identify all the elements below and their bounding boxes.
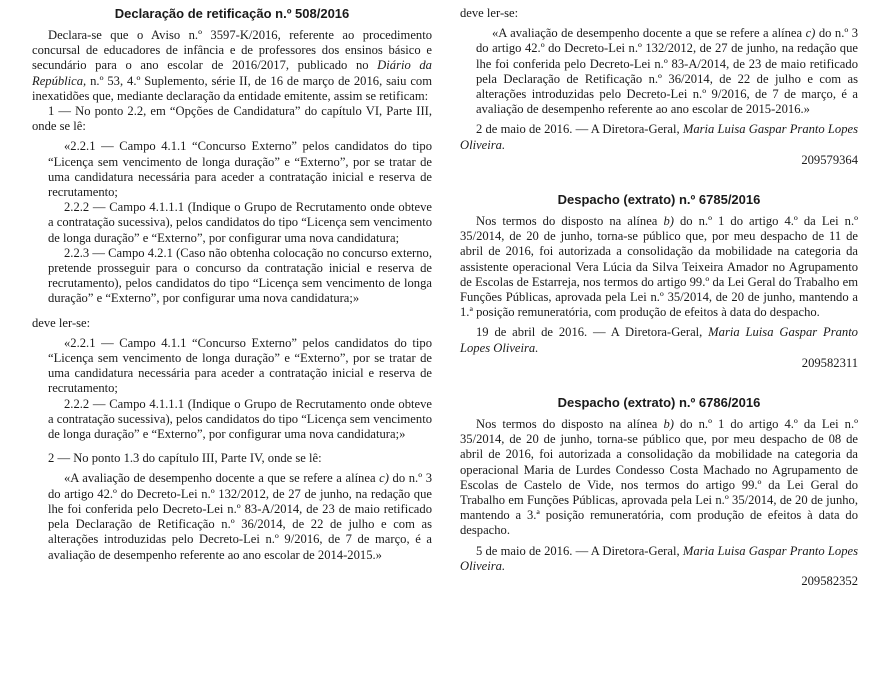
point-2: 2 — No ponto 1.3 do capítulo III, Parte IV, onde se lê:	[48, 451, 322, 466]
signature-2-date: 19 de abril de 2016. — A Diretora-Geral,	[476, 325, 709, 340]
intro-text-a: Declara-se que o Aviso n.º 3597-K/2016, referente ao procedimento concursal de educadores de infância e de professores dos ensinos básico e secundário para o ano escolar de 2016/2017, publicado no	[32, 28, 432, 73]
right-column	[460, 6, 858, 589]
quote-3-alinea: c)	[379, 471, 389, 486]
quote-1-item-1: «2.2.1 — Campo 4.1.1 “Concurso Externo” pelos candidatos do tipo “Licença sem vencimento de longa duração” e “Externo”, por se tratar de uma candidatura necessária para aceder a contratação inicial e reserva de recrutamento;	[48, 139, 432, 200]
declaration-title: Declaração de retificação n.º 508/2016	[114, 6, 350, 21]
quote-3-text	[48, 471, 432, 562]
quote-block-3	[32, 471, 432, 562]
despacho-6785-title: Despacho (extrato) n.º 6785/2016	[557, 192, 761, 208]
reference-code-1: 209579364	[801, 152, 858, 167]
signature-3-date: 5 de maio de 2016. — A Diretora-Geral,	[476, 543, 683, 558]
signature-2-name: Maria Luisa Gaspar Pranto Lopes Oliveira.	[460, 325, 858, 355]
despacho-6786-c: do n.º 1 do artigo 4.º da Lei n.º 35/2014, de 20 de junho, torna-se público que, por meu despacho de 08 de abril de 2016, foi autorizada a consolidação da mobilidade na categoria da operacional Maria de Lurdes Condesso Costa Machado no Agrupamento de Escolas de Castelo de Vide, nos termos do artigo 99.º da Lei Geral do Trabalho em Funções Públicas, aprovada pela Lei n.º 35/2014, de 20 de junho, mantendo a 3.ª posição remuneratória, com produção de efeitos à data do despacho.	[460, 417, 858, 538]
despacho-6785-c: do n.º 1 do artigo 4.º da Lei n.º 35/2014, de 20 de junho, torna-se público que, por meu despacho de 11 de abril de 2016, foi autorizada a consolidação da mobilidade na categoria da assistente operacional Vera Lúcia da Silva Teixeira Amador no Agrupamento de Escolas de Estarreja, nos termos do artigo 99.º da Lei Geral do Trabalho em Funções Públicas, aprovada pela Lei n.º 35/2014, de 20 de junho, mantendo a 1.ª posição remuneratória, com produção de efeitos à data do despacho.	[460, 214, 858, 320]
quote-4-alinea: c)	[805, 26, 816, 41]
despacho-6785-a: Nos termos do disposto na alínea	[476, 214, 664, 229]
quote-block-2	[32, 336, 432, 442]
signature-1-date: 2 de maio de 2016. — A Diretora-Geral,	[476, 122, 683, 137]
despacho-6786-title: Despacho (extrato) n.º 6786/2016	[557, 395, 761, 411]
quote-3-a: «A avaliação de desempenho docente a que se refere a alínea	[64, 471, 380, 486]
intro-italic: Diário da República,	[32, 58, 432, 88]
signature-3	[460, 544, 858, 574]
signature-1	[460, 122, 858, 152]
intro-text-b: n.º 53, 4.º Suplemento, série II, de 16 de março de 2016, saiu com inexatidões que, mediante declaração da entidade emitente, assim se retificam:	[32, 73, 432, 103]
declaration-intro	[32, 28, 432, 104]
quote-4-text	[476, 26, 858, 117]
quote-3-b: do n.º 3 do artigo 42.º do Decreto-Lei n.º 132/2012, de 27 de junho, na redação que lhe foi conferida pelo Decreto-Lei n.º 83-A/2014, de 23 de maio retificado pela Declaração de Retificação n.º 36/2014, de 22 de julho e com as alterações introduzidas pelo Decreto-Lei n.º 9/2016, de 7 de março, é a avaliação de desempenho referente ao ano escolar de 2014-2015.»	[48, 471, 433, 562]
quote-2-item-2: 2.2.2 — Campo 4.1.1.1 (Indique o Grupo de Recrutamento onde obteve a contratação sucessiva), pelos candidatos do tipo “Licença sem vencimento de longa duração” e “Externo”, por configurar uma nova candidatura;»	[48, 396, 432, 442]
point-1: 1 — No ponto 2.2, em “Opções de Candidatura” do capítulo VI, Parte III, onde se lê:	[32, 104, 432, 134]
quote-4-a: «A avaliação de desempenho docente a que se refere a alínea	[492, 26, 806, 41]
despacho-6786-alinea: b)	[663, 417, 674, 432]
despacho-6785-alinea: b)	[663, 214, 674, 229]
quote-2-item-1: «2.2.1 — Campo 4.1.1 “Concurso Externo” pelos candidatos do tipo “Licença sem vencimento de longa duração” e “Externo”, por se tratar de uma candidatura necessária para aceder a contratação inicial e reserva de recrutamento;	[48, 335, 432, 396]
quote-block-4	[460, 26, 858, 117]
signature-3-name: Maria Luisa Gaspar Pranto Lopes Oliveira.	[460, 543, 859, 573]
quote-block-1	[32, 139, 432, 306]
despacho-6785-body	[460, 214, 858, 320]
reference-code-2: 209582311	[801, 355, 858, 370]
deve-ler-se-2: deve ler-se:	[460, 6, 519, 20]
signature-2	[460, 325, 858, 355]
signature-1-name: Maria Luisa Gaspar Pranto Lopes Oliveira.	[460, 122, 859, 152]
quote-1-item-3: 2.2.3 — Campo 4.2.1 (Caso não obtenha colocação no concurso externo, pretende prosseguir para o concurso da contratação inicial e reserva de recrutamento), pelos candidatos do tipo “Licença sem vencimento de longa duração” e “Externo”, por configurar uma nova candidatura;»	[48, 245, 432, 306]
despacho-6786-body	[460, 417, 858, 539]
despacho-6786-a: Nos termos do disposto na alínea	[476, 417, 664, 432]
quote-4-b: do n.º 3 do artigo 42.º do Decreto-Lei n.º 132/2012, de 27 de junho, na redação que lhe foi conferida pelo Decreto-Lei n.º 83-A/2014, de 23 de maio retificado pela Declaração de Retificação n.º 36/2014, de 22 de julho e com as alterações introduzidas pelo Decreto-Lei n.º 9/2016, de 7 de março, é a avaliação de desempenho referente ao ano escolar de 2015-2016.»	[476, 26, 858, 117]
deve-ler-se-1: deve ler-se:	[32, 315, 91, 330]
reference-code-3: 209582352	[801, 574, 858, 589]
left-column	[32, 6, 432, 563]
quote-1-item-2: 2.2.2 — Campo 4.1.1.1 (Indique o Grupo de Recrutamento onde obteve a contratação sucessiva), pelos candidatos do tipo “Licença sem vencimento de longa duração” e “Externo”, por configurar uma nova candidatura;	[48, 200, 432, 245]
